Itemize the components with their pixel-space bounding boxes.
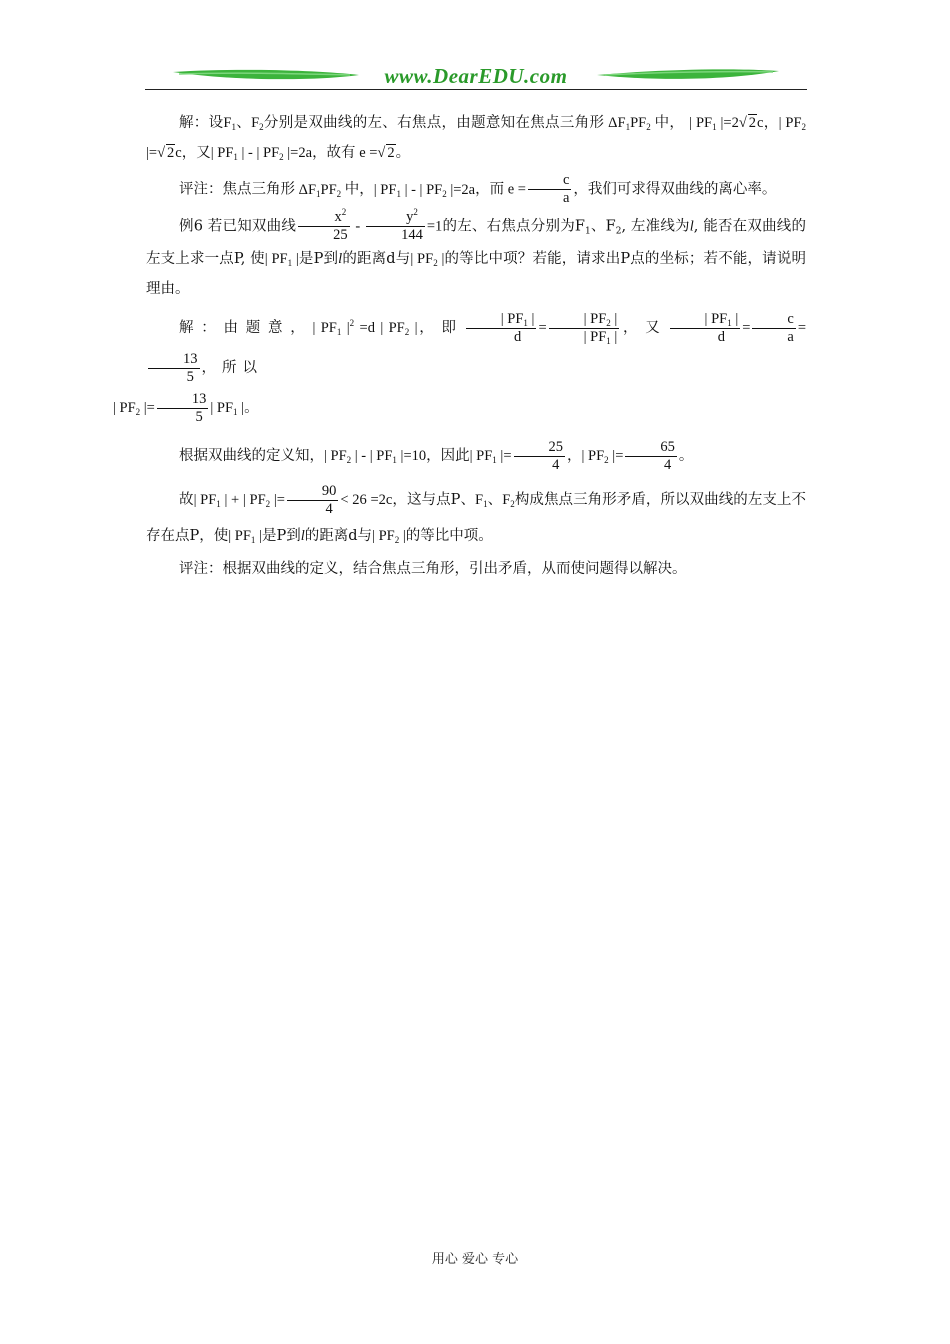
fraction-13-over-5: $\frac{13}{5}$ <box>148 351 200 386</box>
site-logo-text[interactable]: www.DearEDU.com <box>384 64 568 88</box>
paragraph-comment-2: 评注：根据双曲线的定义，结合焦点三角形，引出矛盾，从而使问题得以解决。 <box>179 561 687 577</box>
page-footer: 用心 爱心 专心 <box>431 1252 519 1267</box>
paragraph-solution-2: 解：由题意，| $PF_1$ $|^2 =d$ | $PF_2$ |，即 $\frac{| PF_1 |}{d}$ = $\frac{| PF_2 |}{| PF_1 |}$ ，又 $\frac{| PF_1 |}{d}$ = $\frac{c}{a}$ = $\frac{13}{5}$ ，所以 | $PF_2$ |= $\frac{13}{5}$ | $PF_1$ |。 <box>113 310 807 425</box>
fraction-13-over-5-2: $\frac{13}{5}$ <box>157 391 209 426</box>
fraction-c-over-a: $\frac{c}{a}$ <box>528 172 571 207</box>
fraction-pf1-over-d: $\frac{| PF_1 |}{d}$ <box>466 311 537 346</box>
fraction-65-over-4: $\frac{65}{4}$ <box>625 439 677 474</box>
header-rule <box>145 89 807 90</box>
paragraph-conclusion: 故| $PF_1$ | + | $PF_2$ |= $\frac{90}{4}$ < 26 =2c，这与点P、$F_1$、$F_2$构成焦点三角形矛盾，所以双曲线的左支上不存在点P，使| $PF_1$ |是P到l的距离d与| $PF_2$ |的等比中项。 <box>146 482 806 545</box>
fraction-25-over-4: $\frac{25}{4}$ <box>514 439 566 474</box>
site-header <box>145 62 807 92</box>
document-body <box>113 108 807 584</box>
paragraph-comment-1: 评注：焦点三角形 $\Delta F_1PF_2$ 中，| $PF_1$ | - | $PF_2$ |=2a，而 e = $\frac{c}{a}$ ，我们可求得双曲线的离心率。 <box>179 172 777 206</box>
fraction-90-over-4: $\frac{90}{4}$ <box>287 483 339 518</box>
paragraph-example-6: 例6 若已知双曲线 $\frac{x^2}{25}$ - $\frac{y^2}{144}$ =1的左、右焦点分别为$F_1$、$F_2$, 左准线为l, 能否在双曲线的左支上求一点P, 使| $PF_1$ |是P到l的距离d与| $PF_2$ |的等比中项？若能，请求出P点的坐标；若不能，请说明理由。 <box>146 207 807 297</box>
paragraph-definition: 根据双曲线的定义知，| $PF_2$ | - | $PF_1$ |=10，因此| $PF_1$ |= $\frac{25}{4}$ ，| $PF_2$ |= $\frac{65}{4}$ 。 <box>179 438 694 473</box>
fraction-pf1-over-d-2: $\frac{| PF_1 |}{d}$ <box>670 311 741 346</box>
paragraph-solution-1: 解：设$F_1$、$F_2$分别是双曲线的左、右焦点，由题意知在焦点三角形 $\Delta F_1PF_2$ 中， | $PF_1$ |=2√ 2c，| $PF_2$ |=√ 2c，又| $PF_1$ | - | $PF_2$ |=2a，故有 e =√ 2。 <box>146 115 807 162</box>
fraction-c-over-a-2: $\frac{c}{a}$ <box>752 311 795 346</box>
fraction-pf2-over-pf1: $\frac{| PF_2 |}{| PF_1 |}$ <box>549 311 620 346</box>
fraction-y2-over-144: $\frac{y^2}{144}$ <box>366 209 425 244</box>
fraction-x2-over-25: $\frac{x^2}{25}$ <box>298 209 350 244</box>
